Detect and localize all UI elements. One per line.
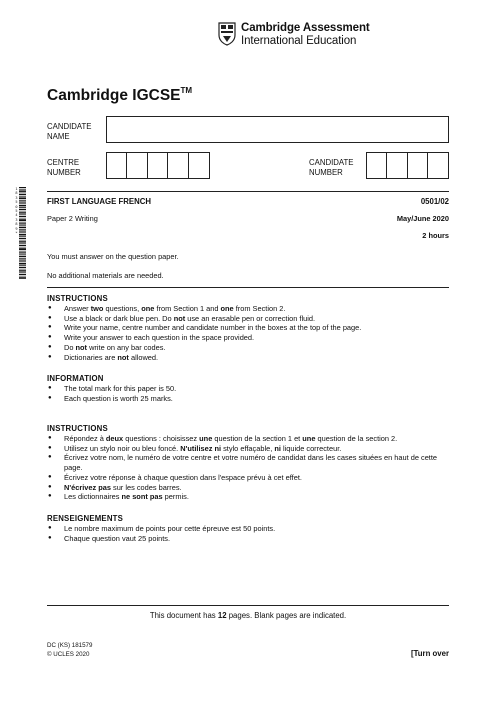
footer-divider <box>47 605 449 606</box>
candidate-number-label-line1: CANDIDATE <box>309 158 354 167</box>
candidate-name-label <box>47 122 91 142</box>
candidate-name-box[interactable] <box>106 116 449 143</box>
centre-digit-box[interactable] <box>168 153 188 178</box>
logo-line-1: Cambridge Assessment <box>241 22 370 34</box>
header-divider <box>47 191 449 192</box>
shield-icon <box>218 22 236 46</box>
information-item: ● Each question is worth 25 marks. <box>47 394 449 404</box>
information-item: ● The total mark for this paper is 50. <box>47 384 449 394</box>
centre-digit-box[interactable] <box>148 153 168 178</box>
instructions-divider <box>47 287 449 288</box>
centre-number-label <box>47 158 81 178</box>
barcode-number-text: 1 8 3 5 0 5 4 3 8 9 * <box>15 187 18 236</box>
instruction-fr-item: ● N'écrivez pas sur les codes barres. <box>47 483 449 493</box>
instruction-item: ● Write your name, centre number and candidate number in the boxes at the top of the page. <box>47 323 449 333</box>
document-reference: DC (KS) 181579 <box>47 642 93 649</box>
trademark-mark: TM <box>180 86 193 95</box>
centre-number-label-line1: CENTRE <box>47 158 80 167</box>
candidate-number-label <box>309 158 353 178</box>
materials-note: No additional materials are needed. <box>47 271 164 280</box>
turn-over-label: [Turn over <box>411 649 449 658</box>
copyright: © UCLES 2020 <box>47 651 90 658</box>
renseignements-heading: RENSEIGNEMENTS <box>47 514 124 523</box>
candidate-digit-box[interactable] <box>408 153 428 178</box>
renseignement-item: ● Le nombre maximum de points pour cette épreuve est 50 points. <box>47 524 449 534</box>
centre-digit-box[interactable] <box>127 153 147 178</box>
instruction-fr-item: ● Répondez à deux questions : choisissez une question de la section 1 et une question de la section 2. <box>47 434 449 444</box>
candidate-name-label-line1: CANDIDATE <box>47 122 92 131</box>
answer-note: You must answer on the question paper. <box>47 252 179 261</box>
instruction-item: ● Use a black or dark blue pen. Do not use an erasable pen or correction fluid. <box>47 314 449 324</box>
centre-number-label-line2: NUMBER <box>47 168 81 177</box>
subject-title: FIRST LANGUAGE FRENCH <box>47 197 151 206</box>
instruction-item: ● Answer two questions, one from Section 1 and one from Section 2. <box>47 304 449 314</box>
candidate-number-boxes[interactable] <box>366 152 449 179</box>
title-text: Cambridge IGCSE <box>47 87 181 104</box>
information-heading: INFORMATION <box>47 374 104 383</box>
renseignement-item: ● Chaque question vaut 25 points. <box>47 534 449 544</box>
instructions-fr-heading: INSTRUCTIONS <box>47 424 108 433</box>
instruction-fr-item: ● Utilisez un stylo noir ou bleu foncé. N'utilisez ni stylo effaçable, ni liquide correcteur. <box>47 444 449 454</box>
renseignements-list <box>47 524 449 543</box>
candidate-number-label-line2: NUMBER <box>309 168 343 177</box>
barcode-icon <box>19 187 26 280</box>
candidate-name-label-line2: NAME <box>47 132 70 141</box>
syllabus-code: 0501/02 <box>420 197 449 206</box>
instruction-item: ● Do not write on any bar codes. <box>47 343 449 353</box>
centre-number-boxes[interactable] <box>106 152 210 179</box>
cambridge-logo <box>218 22 378 48</box>
instructions-heading: INSTRUCTIONS <box>47 294 108 303</box>
centre-digit-box[interactable] <box>189 153 209 178</box>
instruction-fr-item: ● Écrivez votre nom, le numéro de votre centre et votre numéro de candidat dans les cases situées en haut de cette page. <box>47 453 449 472</box>
instruction-item: ● Write your answer to each question in the space provided. <box>47 333 449 343</box>
instructions-fr-list <box>47 434 449 502</box>
instruction-fr-item: ● Les dictionnaires ne sont pas permis. <box>47 492 449 502</box>
centre-digit-box[interactable] <box>107 153 127 178</box>
candidate-digit-box[interactable] <box>428 153 448 178</box>
logo-line-2: International Education <box>241 35 357 47</box>
paper-name: Paper 2 Writing <box>47 214 98 223</box>
information-list <box>47 384 449 403</box>
page-count-note: This document has 12 pages. Blank pages are indicated. <box>149 611 347 620</box>
candidate-digit-box[interactable] <box>367 153 387 178</box>
instruction-item: ● Dictionaries are not allowed. <box>47 353 449 363</box>
candidate-digit-box[interactable] <box>387 153 407 178</box>
instructions-list <box>47 304 449 362</box>
exam-duration: 2 hours <box>422 231 449 240</box>
exam-session: May/June 2020 <box>396 214 449 223</box>
instruction-fr-item: ● Écrivez votre réponse à chaque question dans l'espace prévu à cet effet. <box>47 473 449 483</box>
page-title <box>47 86 192 105</box>
